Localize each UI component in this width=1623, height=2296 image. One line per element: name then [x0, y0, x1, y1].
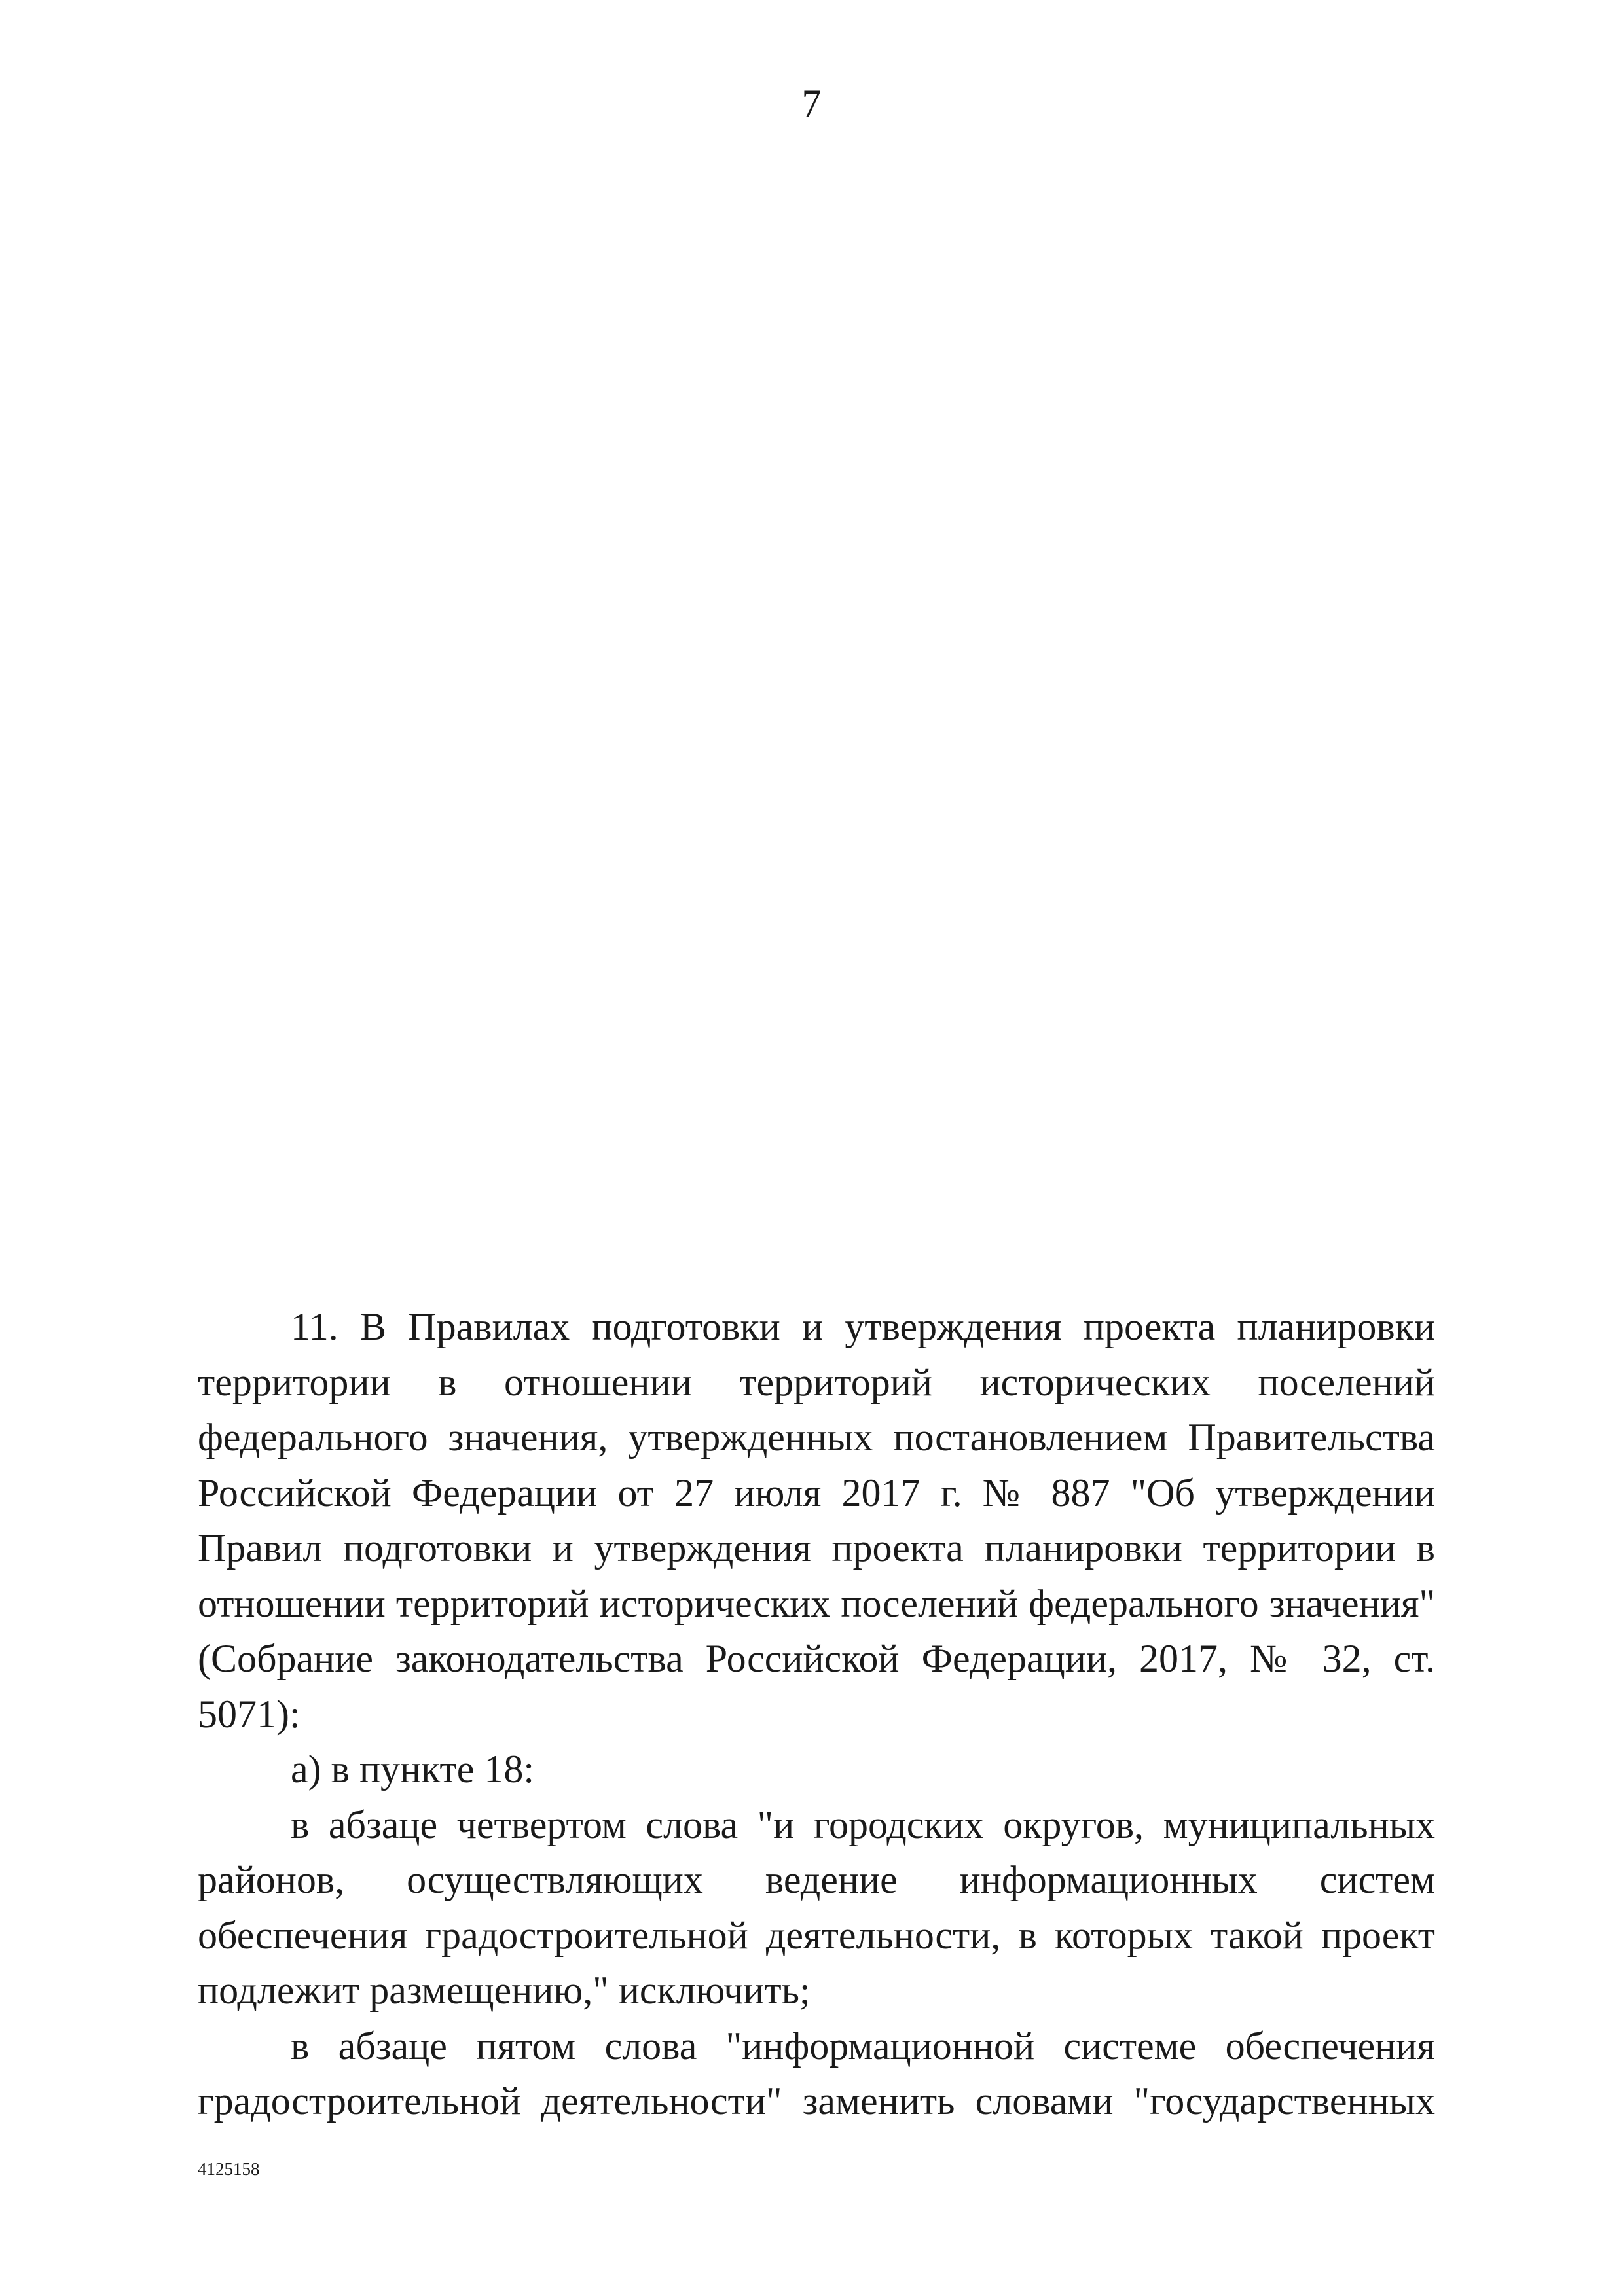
document-code: 4125158 — [198, 2159, 260, 2179]
paragraph-fourth-abzac: в абзаце четвертом слова "и городских округов, муниципальных районов, осуществляющих ведение информационных систем обеспечения градостроительной деятельности, в которых такой проект подлежит размещению," исключить; — [198, 1803, 1435, 2012]
paragraph-item-11: 11. В Правилах подготовки и утверждения проекта планировки территории в отношении территорий исторических поселений федерального значения, утвержденных постановлением Правительства Российской Федерации от 27 июля 2017 г. № 887 "Об утверждении Правил подготовки и утверждения проекта планировки территории в отношении территорий исторических поселений федерального значения" (Собрание законодательства Российской Федерации, 2017, № 32, ст. 5071): — [198, 1305, 1435, 1736]
page-number: 7 — [801, 82, 822, 125]
paragraph-fifth-abzac: в абзаце пятом слова "информационной системе обеспечения градостроительной деятельности" заменить словами "государственных — [198, 2024, 1435, 2123]
paragraph-subitem-a: а) в пункте 18: — [291, 1748, 535, 1791]
document-body — [198, 1299, 1435, 2129]
